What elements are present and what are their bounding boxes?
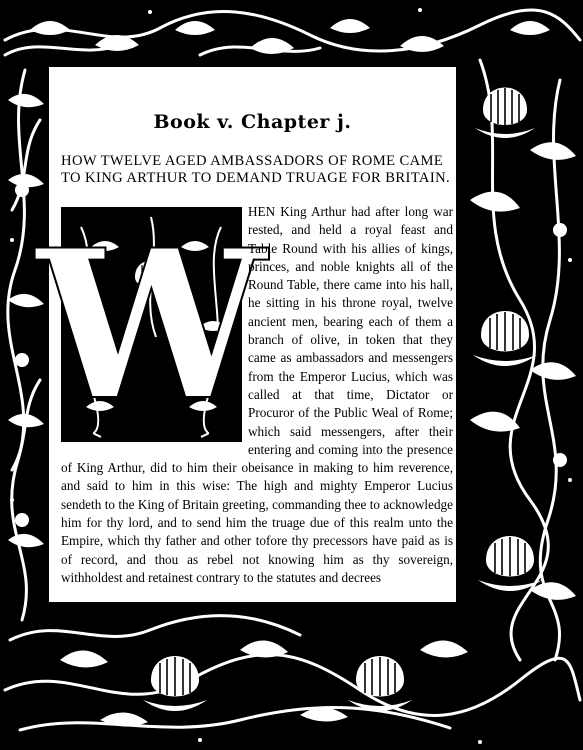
- drop-cap-initial: [36, 206, 267, 446]
- chapter-heading: Book v. Chapter j.: [153, 111, 352, 133]
- text-panel: [36, 67, 456, 602]
- body-paragraph: HEN King Arthur had after long war rested, and held a royal feast and Table Round with his allies of kings, princes, and noble knights all of the Round Table, there came into his hall, he sitting in his throne royal, twelve ancient men, bearing each of them a branch of olive, in token that they came as ambassadors and messengers from the Emperor Lucius, which was called at that time, Dictator or Procuror of the Public Weal of Rome; which said messengers, after their entering and coming into the presence of King Arthur, did to him their obeisance in making to him reverence, and said to him in this wise: The high and mighty Emperor Lucius sendeth to the King of Britain greeting, commanding thee to acknowledge him for thy lord, and to send him the truage due of this realm unto the Empire, which thy father and other tofore thy precessors have paid as is of record, and thou as rebel not knowing him as thy sovereign, withholdest and retainest contrary to the statutes and decrees: [61, 204, 453, 585]
- chapter-subtitle: HOW TWELVE AGED AMBASSADORS OF ROME CAME TO KING ARTHUR TO DEMAND TRUAGE FOR BRITAIN.: [61, 153, 451, 186]
- chapter-body: [36, 203, 453, 587]
- drop-cap-letter: W: [36, 206, 267, 446]
